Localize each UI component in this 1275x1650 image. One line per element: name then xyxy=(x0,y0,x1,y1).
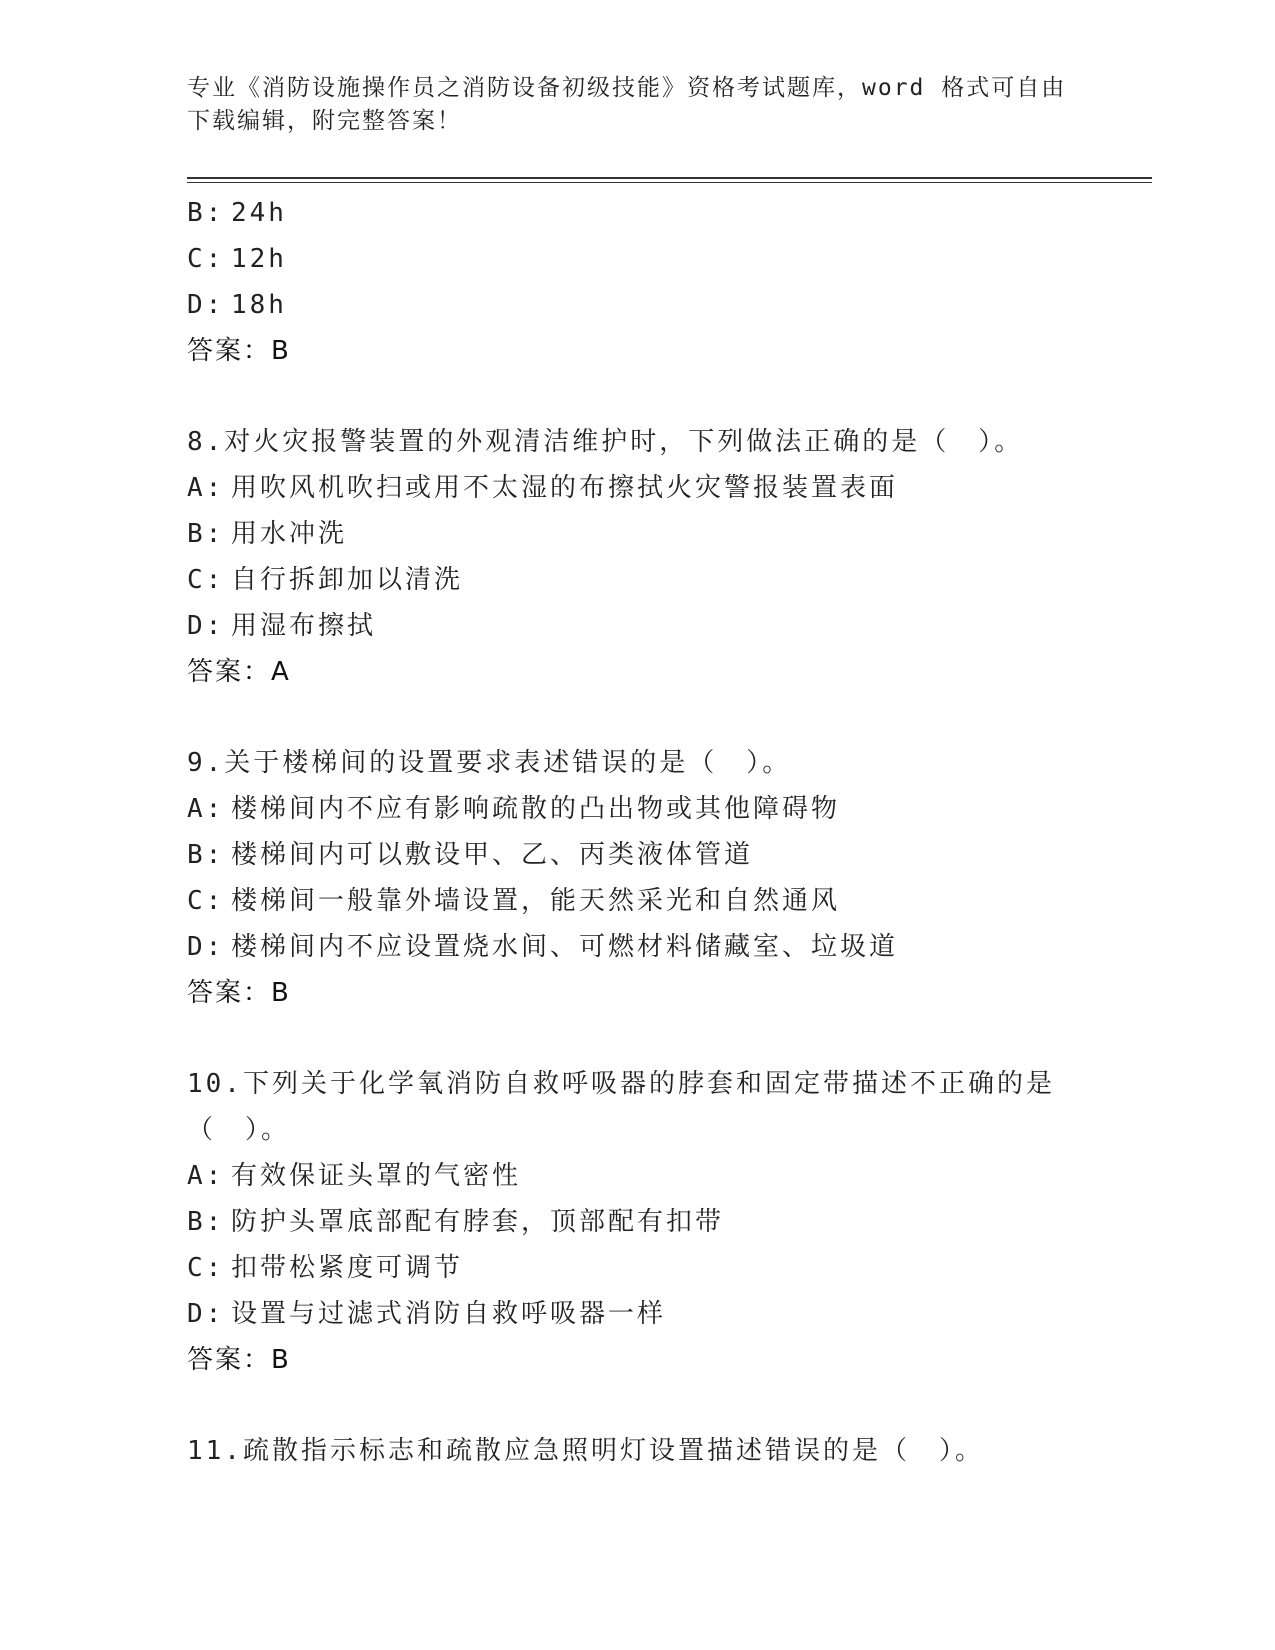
header-divider-thin xyxy=(187,182,1152,183)
option-label: B: xyxy=(187,840,225,870)
option-text: 扣带松紧度可调节 xyxy=(231,1253,464,1283)
option-d xyxy=(187,282,1087,328)
question-stem: 10.下列关于化学氧消防自救呼吸器的脖套和固定带描述不正确的是（ ）。 xyxy=(187,1069,1055,1145)
option-label: C: xyxy=(187,886,225,916)
option-label: B: xyxy=(187,519,225,549)
option-label: B: xyxy=(187,198,225,228)
option-label: C: xyxy=(187,1253,225,1283)
answer-line: 答案：B xyxy=(187,336,291,366)
question-9 xyxy=(187,740,1087,1016)
option-c xyxy=(187,878,1087,924)
question-list xyxy=(187,190,1087,1474)
answer-line: 答案：B xyxy=(187,978,291,1008)
option-label: D: xyxy=(187,1299,225,1329)
option-text: 用湿布擦拭 xyxy=(231,611,377,641)
option-label: A: xyxy=(187,794,225,824)
option-b xyxy=(187,190,1087,236)
option-text: 18h xyxy=(231,290,287,320)
question-stem: 8.对火灾报警装置的外观清洁维护时，下列做法正确的是（ ）。 xyxy=(187,427,1024,457)
answer-line: 答案：B xyxy=(187,1345,291,1375)
question-stem: 11.疏散指示标志和疏散应急照明灯设置描述错误的是（ ）。 xyxy=(187,1436,984,1466)
option-text: 12h xyxy=(231,244,287,274)
option-text: 用水冲洗 xyxy=(231,519,348,549)
option-text: 设置与过滤式消防自救呼吸器一样 xyxy=(231,1299,667,1329)
option-c xyxy=(187,557,1087,603)
option-b xyxy=(187,1199,1087,1245)
option-a xyxy=(187,786,1087,832)
option-b xyxy=(187,832,1087,878)
option-d xyxy=(187,1291,1087,1337)
document-header: 专业《消防设施操作员之消防设备初级技能》资格考试题库，word 格式可自由下载编辑，附完整答案！ xyxy=(187,75,1067,134)
option-text: 楼梯间内不应设置烧水间、可燃材料储藏室、垃圾道 xyxy=(231,932,899,962)
option-text: 24h xyxy=(231,198,287,228)
question-10 xyxy=(187,1061,1087,1383)
option-label: A: xyxy=(187,473,225,503)
question-8 xyxy=(187,419,1087,695)
question-7-continued xyxy=(187,190,1087,374)
option-label: D: xyxy=(187,611,225,641)
option-label: B: xyxy=(187,1207,225,1237)
option-label: C: xyxy=(187,565,225,595)
option-a xyxy=(187,1153,1087,1199)
option-d xyxy=(187,603,1087,649)
option-text: 有效保证头罩的气密性 xyxy=(231,1161,522,1191)
option-c xyxy=(187,1245,1087,1291)
option-a xyxy=(187,465,1087,511)
header-divider-thick xyxy=(187,177,1152,179)
question-stem: 9.关于楼梯间的设置要求表述错误的是（ ）。 xyxy=(187,748,792,778)
option-text: 用吹风机吹扫或用不太湿的布擦拭火灾警报装置表面 xyxy=(231,473,899,503)
option-label: C: xyxy=(187,244,225,274)
option-label: D: xyxy=(187,290,225,320)
option-text: 楼梯间内不应有影响疏散的凸出物或其他障碍物 xyxy=(231,794,841,824)
option-text: 防护头罩底部配有脖套，顶部配有扣带 xyxy=(231,1207,725,1237)
option-text: 楼梯间内可以敷设甲、乙、丙类液体管道 xyxy=(231,840,754,870)
question-11 xyxy=(187,1428,1087,1474)
option-text: 楼梯间一般靠外墙设置，能天然采光和自然通风 xyxy=(231,886,841,916)
option-label: D: xyxy=(187,932,225,962)
option-d xyxy=(187,924,1087,970)
option-text: 自行拆卸加以清洗 xyxy=(231,565,464,595)
option-c xyxy=(187,236,1087,282)
option-b xyxy=(187,511,1087,557)
answer-line: 答案：A xyxy=(187,657,291,687)
option-label: A: xyxy=(187,1161,225,1191)
